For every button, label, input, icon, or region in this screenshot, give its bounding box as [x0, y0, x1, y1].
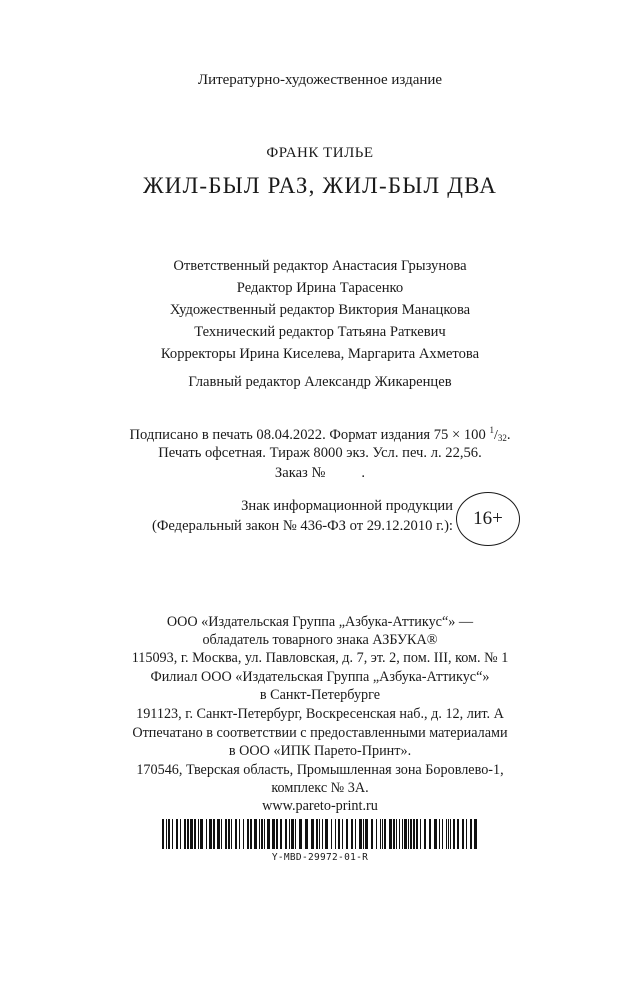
barcode-bar [416, 819, 418, 849]
barcode-bar [446, 819, 447, 849]
barcode-bar [331, 819, 332, 849]
barcode-bar [295, 819, 296, 849]
barcode-bar [305, 819, 308, 849]
barcode-bar [434, 819, 437, 849]
barcode-bar [408, 819, 409, 849]
barcode-bar [299, 819, 302, 849]
barcode-bar [404, 819, 407, 849]
barcode-bar [413, 819, 415, 849]
info-sign-label: Знак информационной продукции [241, 498, 453, 514]
barcode-bar [325, 819, 328, 849]
barcode-bar [359, 819, 362, 849]
barcode-bar [453, 819, 455, 849]
chief-editor: Главный редактор Александр Жикаренцев [188, 374, 452, 390]
barcode-bar [206, 819, 207, 849]
publisher-line: в Санкт-Петербурге [259, 687, 381, 703]
barcode-bar [254, 819, 257, 849]
barcode-bar [172, 819, 173, 849]
barcode-bar [462, 819, 464, 849]
barcode-bar [180, 819, 181, 849]
barcode-bar [176, 819, 178, 849]
book-title: ЖИЛ-БЫЛ РАЗ, ЖИЛ-БЫЛ ДВА [142, 173, 498, 198]
barcode-bar [393, 819, 395, 849]
publisher-line: в ООО «ИПК Парето-Принт». [228, 743, 412, 759]
barcode-bar [311, 819, 314, 849]
barcode [162, 819, 478, 849]
barcode-bar [399, 819, 400, 849]
barcode-bar [351, 819, 353, 849]
barcode-bar [272, 819, 275, 849]
barcode-bar [267, 819, 270, 849]
credit-line: Художественный редактор Виктория Манацкова [169, 302, 471, 318]
barcode-bar [291, 819, 294, 849]
format-fraction: $^1/_{32}$ [489, 425, 507, 443]
print-signed-text: Подписано в печать 08.04.2022. Формат издания 75 × 100 [129, 427, 486, 443]
barcode-bar [243, 819, 244, 849]
author-name: ФРАНК ТИЛЬЕ [266, 145, 374, 161]
barcode-bar [187, 819, 189, 849]
info-sign-block [137, 496, 453, 536]
barcode-bar [470, 819, 472, 849]
barcode-bar [319, 819, 320, 849]
barcode-bar [261, 819, 263, 849]
barcode-bar [371, 819, 373, 849]
barcode-bar [247, 819, 249, 849]
barcode-bar [190, 819, 193, 849]
barcode-bar [439, 819, 440, 849]
edition-type: Литературно-художественное издание [197, 72, 443, 88]
barcode-bar [410, 819, 412, 849]
barcode-bar [276, 819, 278, 849]
print-signed-line [0, 425, 640, 444]
order-end: . [361, 465, 366, 481]
barcode-bar [162, 819, 164, 849]
credit-line: Редактор Ирина Тарасенко [236, 280, 404, 296]
publisher-line: ООО «Издательская Группа „Азбука-Аттикус“» — [166, 614, 474, 630]
barcode-bar [363, 819, 364, 849]
publisher-line: 170546, Тверская область, Промышленная зона Боровлево-1, [136, 762, 504, 778]
barcode-bar [221, 819, 222, 849]
barcode-bar [346, 819, 348, 849]
barcode-bar [168, 819, 170, 849]
credit-line: Технический редактор Татьяна Раткевич [194, 324, 446, 340]
barcode-bar [235, 819, 237, 849]
barcode-bar [382, 819, 383, 849]
barcode-bar [335, 819, 336, 849]
publisher-line: 191123, г. Санкт-Петербург, Воскресенская наб., д. 12, лит. А [136, 706, 504, 722]
barcode-bar [250, 819, 252, 849]
barcode-bar [184, 819, 186, 849]
barcode-bar [442, 819, 443, 849]
publisher-line: комплекс № 3А. [271, 780, 369, 796]
barcode-bar [322, 819, 323, 849]
credit-line: Корректоры Ирина Киселева, Маргарита Ахметова [160, 346, 480, 362]
age-rating-text: 16+ [473, 508, 503, 529]
barcode-bar [228, 819, 230, 849]
barcode-bar [166, 819, 167, 849]
barcode-bar [424, 819, 426, 849]
format-numerator: 1 [489, 425, 494, 435]
barcode-bar [402, 819, 403, 849]
publisher-line: 115093, г. Москва, ул. Павловская, д. 7, эт. 2, пом. III, ком. № 1 [131, 650, 509, 666]
barcode-bar [289, 819, 290, 849]
barcode-bar [217, 819, 220, 849]
barcode-bar [448, 819, 449, 849]
barcode-bar [342, 819, 343, 849]
barcode-bar [200, 819, 203, 849]
barcode-bar [380, 819, 381, 849]
publisher-line: Отпечатано в соответствии с предоставленными материалами [132, 725, 508, 741]
barcode-bar [389, 819, 392, 849]
barcode-bar [231, 819, 232, 849]
publisher-line: обладатель товарного знака АЗБУКА® [202, 632, 438, 648]
info-sign-law: (Федеральный закон № 436-ФЗ от 29.12.2010 г.): [151, 518, 453, 534]
barcode-bar [474, 819, 477, 849]
barcode-bar [225, 819, 227, 849]
barcode-bar [316, 819, 318, 849]
order-line [0, 465, 640, 482]
barcode-bar [285, 819, 287, 849]
barcode-bar [198, 819, 199, 849]
barcode-bar [429, 819, 431, 849]
barcode-bar [365, 819, 368, 849]
barcode-bar [213, 819, 215, 849]
barcode-bar [355, 819, 356, 849]
barcode-bar [338, 819, 340, 849]
barcode-bar [457, 819, 459, 849]
publisher-line: Филиал ООО «Издательская Группа „Азбука-Аттикус“» [150, 669, 490, 685]
barcode-bar [239, 819, 240, 849]
barcode-bar [264, 819, 265, 849]
age-rating-badge [456, 492, 520, 546]
barcode-bar [376, 819, 377, 849]
barcode-text: Y-MBD-29972-01-R [271, 852, 369, 863]
credit-line: Ответственный редактор Анастасия Грызунова [173, 258, 467, 274]
order-label: Заказ № [274, 465, 326, 481]
barcode-bar [384, 819, 386, 849]
barcode-bar [396, 819, 397, 849]
barcode-bar [209, 819, 212, 849]
publisher-url: www.pareto-print.ru [262, 798, 378, 814]
barcode-bar [259, 819, 260, 849]
barcode-bar [450, 819, 451, 849]
format-denominator: 32 [497, 433, 507, 443]
barcode-bar [280, 819, 282, 849]
barcode-bar [194, 819, 196, 849]
barcode-bar [466, 819, 467, 849]
barcode-bar [420, 819, 421, 849]
print-run-line: Печать офсетная. Тираж 8000 экз. Усл. печ. л. 22,56. [158, 445, 482, 461]
print-signed-end: . [506, 427, 511, 443]
